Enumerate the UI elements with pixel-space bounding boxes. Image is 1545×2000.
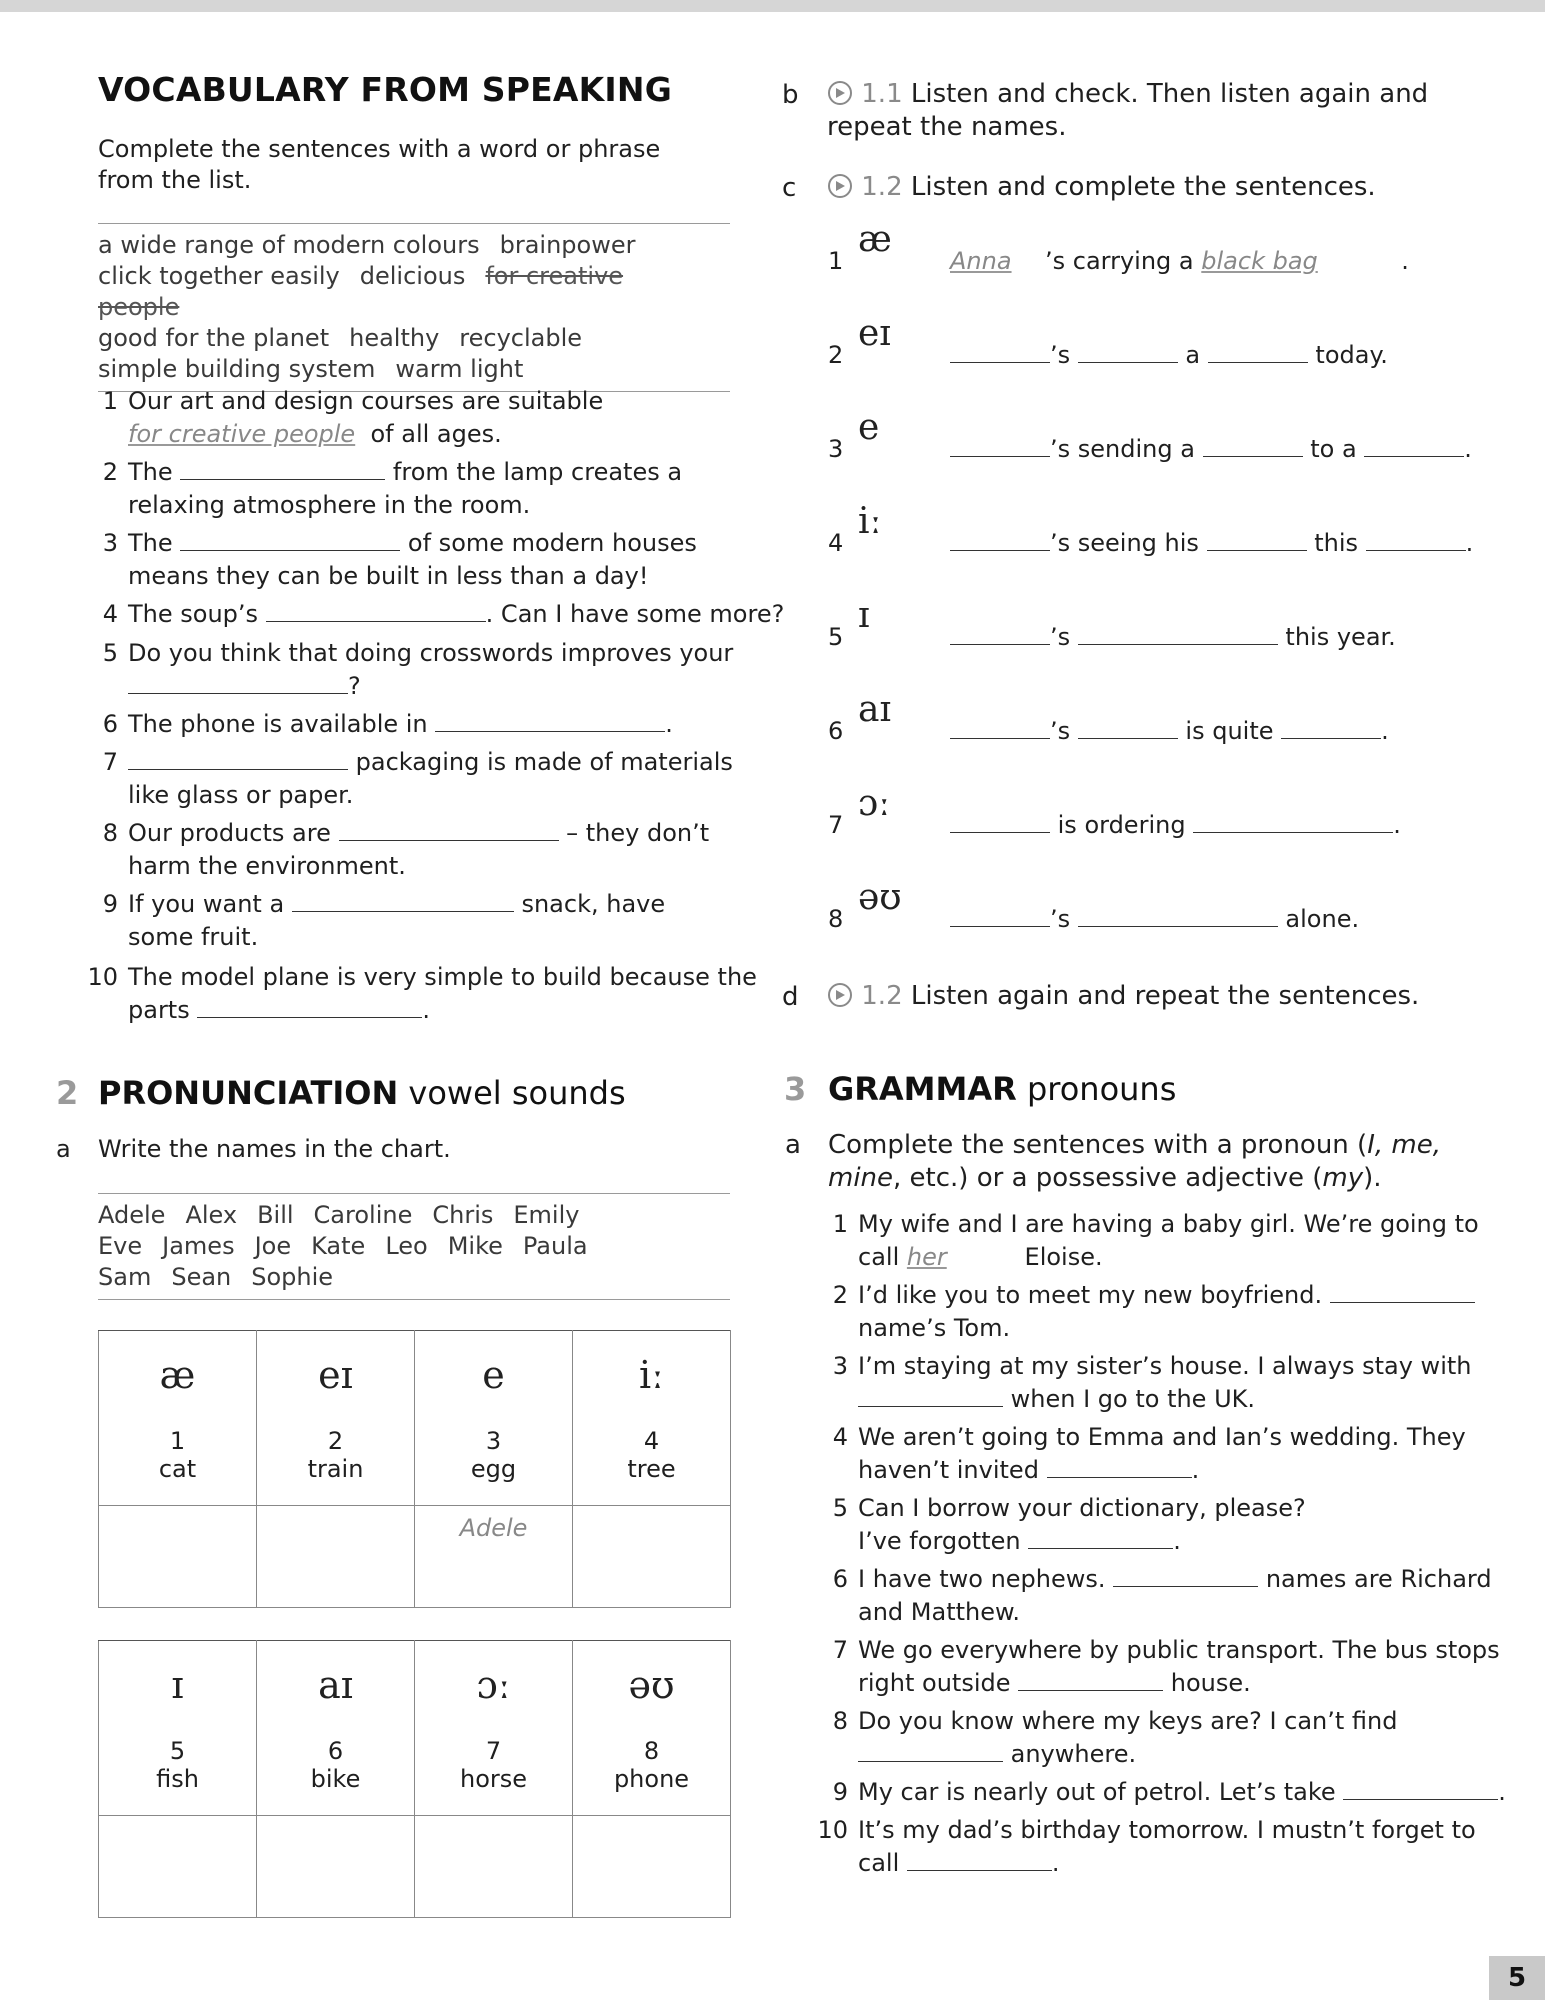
answer-blank[interactable] xyxy=(1078,622,1278,645)
answer-blank[interactable] xyxy=(950,904,1050,927)
answer-example: Anna xyxy=(950,247,1012,275)
answer-blank[interactable] xyxy=(950,716,1050,739)
vocab-item-2-line2: relaxing atmosphere in the room. xyxy=(128,491,531,519)
name: Emily xyxy=(513,1201,580,1229)
answer-blank[interactable] xyxy=(1018,1668,1163,1691)
vocab-instruction-2: from the list. xyxy=(98,166,252,194)
vocab-item-9: 9 If you want a snack, have xyxy=(102,890,666,918)
grammar-item-1: 1 My wife and I are having a baby girl. We’re going to xyxy=(832,1210,1479,1238)
answer-blank[interactable] xyxy=(1330,1280,1475,1303)
egg-icon: e xyxy=(858,407,880,448)
audio-track-number: 1.2 xyxy=(861,172,903,202)
sound-cell: ɪ 5 fish xyxy=(99,1641,257,1816)
train-icon: eɪ xyxy=(318,1353,353,1397)
answer-cell[interactable] xyxy=(99,1816,257,1918)
answer-blank[interactable] xyxy=(858,1739,1003,1762)
sound-cell: e 3 egg xyxy=(415,1331,573,1506)
names-list xyxy=(98,1193,730,1300)
vocab-item-2: 2 The from the lamp creates a xyxy=(102,458,683,486)
bike-icon: aɪ xyxy=(318,1663,353,1707)
vocab-item-1: 1 Our art and design courses are suitable xyxy=(102,387,604,415)
top-edge-bar xyxy=(0,0,1545,12)
grammar-title: GRAMMAR pronouns xyxy=(828,1070,1177,1108)
phone-icon: əʊ xyxy=(628,1663,675,1707)
audio-play-icon[interactable] xyxy=(827,173,853,199)
section-c-instruction: 1.2 Listen and complete the sentences. xyxy=(827,171,1376,204)
answer-blank[interactable] xyxy=(435,709,665,732)
vocab-item-5: 5 Do you think that doing crosswords improves your xyxy=(102,639,734,667)
answer-blank[interactable] xyxy=(1193,810,1393,833)
train-icon: eɪ xyxy=(858,313,891,354)
name: Mike xyxy=(447,1232,503,1260)
word: recyclable xyxy=(459,324,583,352)
answer-blank[interactable] xyxy=(950,810,1050,833)
word: simple building system xyxy=(98,355,376,383)
answer-blank[interactable] xyxy=(950,622,1050,645)
sound-cell: æ 1 cat xyxy=(99,1331,257,1506)
name: Leo xyxy=(385,1232,428,1260)
grammar-instruction-1: Complete the sentences with a pronoun (I, me, xyxy=(828,1130,1441,1160)
answer-blank[interactable] xyxy=(1113,1564,1258,1587)
vocab-item-10: 10 The model plane is very simple to build because the xyxy=(87,963,757,991)
vocab-item-7: 7 packaging is made of materials xyxy=(102,748,733,776)
tree-icon: iː xyxy=(639,1353,664,1397)
fish-icon: ɪ xyxy=(858,595,870,636)
vocab-item-3: 3 The of some modern houses xyxy=(102,529,697,557)
answer-example: for creative people xyxy=(128,420,356,448)
sound-cell: aɪ 6 bike xyxy=(257,1641,415,1816)
word: a wide range of modern colours xyxy=(98,231,480,259)
horse-icon: ɔː xyxy=(476,1663,511,1707)
sound-chart-bottom xyxy=(98,1640,731,1918)
answer-example: her xyxy=(906,1243,947,1271)
vocab-item-4: 4 The soup’s . Can I have some more? xyxy=(102,600,785,628)
name: Sam xyxy=(98,1263,152,1291)
vocab-item-7-line2: like glass or paper. xyxy=(128,781,354,809)
answer-blank[interactable] xyxy=(1028,1526,1173,1549)
fish-icon: ɪ xyxy=(171,1663,184,1707)
answer-blank[interactable] xyxy=(180,528,400,551)
page-number: 5 xyxy=(1489,1956,1545,2000)
pron-a-instruction: Write the names in the chart. xyxy=(98,1135,451,1163)
section-b-line1: 1.1 Listen and check. Then listen again and xyxy=(827,78,1428,111)
grammar-item-10: 10 It’s my dad’s birthday tomorrow. I mustn’t forget to xyxy=(817,1816,1476,1844)
sound-cell: əʊ 8 phone xyxy=(573,1641,731,1816)
name: Adele xyxy=(98,1201,166,1229)
vocab-item-10-line2: parts . xyxy=(128,996,431,1024)
grammar-item-2-line2: name’s Tom. xyxy=(858,1314,1011,1342)
word-used: for creative people xyxy=(98,262,624,321)
section-d-letter: d xyxy=(782,982,799,1012)
egg-icon: e xyxy=(482,1353,505,1397)
name: James xyxy=(162,1232,235,1260)
grammar-item-4-line2: haven’t invited . xyxy=(858,1456,1200,1484)
pron-a-letter: a xyxy=(56,1135,71,1163)
bike-icon: aɪ xyxy=(858,689,891,730)
vocab-item-9-line2: some fruit. xyxy=(128,923,259,951)
name: Caroline xyxy=(313,1201,413,1229)
name: Chris xyxy=(432,1201,494,1229)
answer-blank[interactable] xyxy=(907,1848,1052,1871)
grammar-item-5-line2: I’ve forgotten . xyxy=(858,1527,1181,1555)
tree-icon: iː xyxy=(858,501,882,542)
grammar-item-8: 8 Do you know where my keys are? I can’t find xyxy=(832,1707,1398,1735)
answer-blank[interactable] xyxy=(266,599,486,622)
section-number: 2 xyxy=(56,1074,79,1112)
answer-example: black bag xyxy=(1201,247,1318,275)
grammar-item-3: 3 I’m staying at my sister’s house. I always stay with xyxy=(832,1352,1472,1380)
answer-blank[interactable] xyxy=(180,457,385,480)
answer-cell[interactable] xyxy=(257,1506,415,1608)
name: Paula xyxy=(522,1232,588,1260)
grammar-item-4: 4 We aren’t going to Emma and Ian’s wedding. They xyxy=(832,1423,1466,1451)
vocab-item-5-line2: ? xyxy=(99,670,361,703)
answer-cell[interactable] xyxy=(415,1816,573,1918)
answer-blank[interactable] xyxy=(1364,434,1464,457)
section-number: 3 xyxy=(784,1070,807,1108)
name: Kate xyxy=(311,1232,366,1260)
listening-sentences: 1 æ Anna ’s carrying a black bag . 2 eɪ ’s a today. 3 e ’s sending a to a . 4 iː ’s seeing his this . 5 ɪ ’s this year. 6 aɪ ’s is quite . 7 ɔː is ordering . 8 əʊ ’s alone. xyxy=(780,245,1480,1025)
answer-blank[interactable] xyxy=(197,995,422,1018)
answer-blank[interactable] xyxy=(339,818,559,841)
answer-blank[interactable] xyxy=(292,889,514,912)
audio-track-number: 1.1 xyxy=(861,79,903,109)
answer-blank[interactable] xyxy=(128,671,348,694)
answer-blank[interactable] xyxy=(1343,1777,1498,1800)
grammar-item-5: 5 Can I borrow your dictionary, please? xyxy=(832,1494,1306,1522)
grammar-item-6-line2: and Matthew. xyxy=(858,1598,1021,1626)
word: healthy xyxy=(349,324,440,352)
phone-icon: əʊ xyxy=(858,877,902,918)
grammar-item-7-line2: right outside house. xyxy=(858,1669,1251,1697)
name: Bill xyxy=(257,1201,294,1229)
grammar-a-letter: a xyxy=(785,1130,801,1160)
section-d-instruction: 1.2 Listen again and repeat the sentences. xyxy=(827,980,1419,1013)
section-b-letter: b xyxy=(782,80,799,110)
answer-cell[interactable] xyxy=(573,1506,731,1608)
pron-title: PRONUNCIATION vowel sounds xyxy=(98,1074,626,1112)
answer-blank[interactable] xyxy=(1078,904,1278,927)
word: good for the planet xyxy=(98,324,330,352)
vocab-item-8: 8 Our products are – they don’t xyxy=(102,819,710,847)
name: Sophie xyxy=(251,1263,334,1291)
grammar-item-7: 7 We go everywhere by public transport. The bus stops xyxy=(832,1636,1500,1664)
answer-cell[interactable]: Adele xyxy=(415,1506,573,1608)
vocab-word-list xyxy=(98,223,730,392)
answer-blank[interactable] xyxy=(1208,340,1308,363)
sound-cell: iː 4 tree xyxy=(573,1331,731,1506)
vocab-item-1-line2: for creative people of all ages. xyxy=(128,420,502,448)
word: delicious xyxy=(359,262,466,290)
answer-blank[interactable] xyxy=(1207,528,1307,551)
cat-icon: æ xyxy=(159,1353,196,1397)
vocab-title: VOCABULARY FROM SPEAKING xyxy=(98,70,673,109)
grammar-instruction-2: mine, etc.) or a possessive adjective (my). xyxy=(828,1163,1382,1193)
audio-track-number: 1.2 xyxy=(861,981,903,1011)
sound-cell: eɪ 2 train xyxy=(257,1331,415,1506)
grammar-item-6: 6 I have two nephews. names are Richard xyxy=(832,1565,1492,1593)
name: Sean xyxy=(171,1263,232,1291)
answer-blank[interactable] xyxy=(1203,434,1303,457)
section-c-letter: c xyxy=(782,173,797,203)
answer-cell[interactable] xyxy=(99,1506,257,1608)
cat-icon: æ xyxy=(858,219,892,260)
grammar-item-8-line2: anywhere. xyxy=(829,1738,1136,1771)
vocab-instruction-1: Complete the sentences with a word or phrase xyxy=(98,135,661,163)
word: warm light xyxy=(395,355,524,383)
audio-play-icon[interactable] xyxy=(827,80,853,106)
grammar-item-10-line2: call . xyxy=(858,1849,1060,1877)
grammar-item-2: 2 I’d like you to meet my new boyfriend. xyxy=(820,1279,1475,1312)
horse-icon: ɔː xyxy=(858,783,891,824)
section-b-line2: repeat the names. xyxy=(827,112,1067,142)
name: Joe xyxy=(254,1232,292,1260)
answer-blank[interactable] xyxy=(128,747,348,770)
sound-chart-top xyxy=(98,1330,731,1608)
answer-blank[interactable] xyxy=(950,528,1050,551)
answer-blank[interactable] xyxy=(950,434,1050,457)
vocab-item-6: 6 The phone is available in . xyxy=(102,710,673,738)
answer-blank[interactable] xyxy=(858,1384,1003,1407)
vocab-item-8-line2: harm the environment. xyxy=(128,852,406,880)
word: brainpower xyxy=(499,231,636,259)
grammar-item-3-line2: when I go to the UK. xyxy=(829,1383,1255,1416)
word: click together easily xyxy=(98,262,340,290)
grammar-item-9: 9 My car is nearly out of petrol. Let’s take . xyxy=(832,1778,1506,1806)
audio-play-icon[interactable] xyxy=(827,982,853,1008)
sound-cell: ɔː 7 horse xyxy=(415,1641,573,1816)
answer-blank[interactable] xyxy=(1366,528,1466,551)
vocab-item-3-line2: means they can be built in less than a day! xyxy=(128,562,649,590)
answer-cell[interactable] xyxy=(573,1816,731,1918)
grammar-item-1-line2: call her Eloise. xyxy=(829,1241,1103,1274)
name: Eve xyxy=(98,1232,143,1260)
answer-blank[interactable] xyxy=(1047,1455,1192,1478)
answer-blank[interactable] xyxy=(1281,716,1381,739)
name: Alex xyxy=(185,1201,238,1229)
answer-blank[interactable] xyxy=(950,340,1050,363)
answer-blank[interactable] xyxy=(1078,716,1178,739)
answer-blank[interactable] xyxy=(1078,340,1178,363)
answer-cell[interactable] xyxy=(257,1816,415,1918)
